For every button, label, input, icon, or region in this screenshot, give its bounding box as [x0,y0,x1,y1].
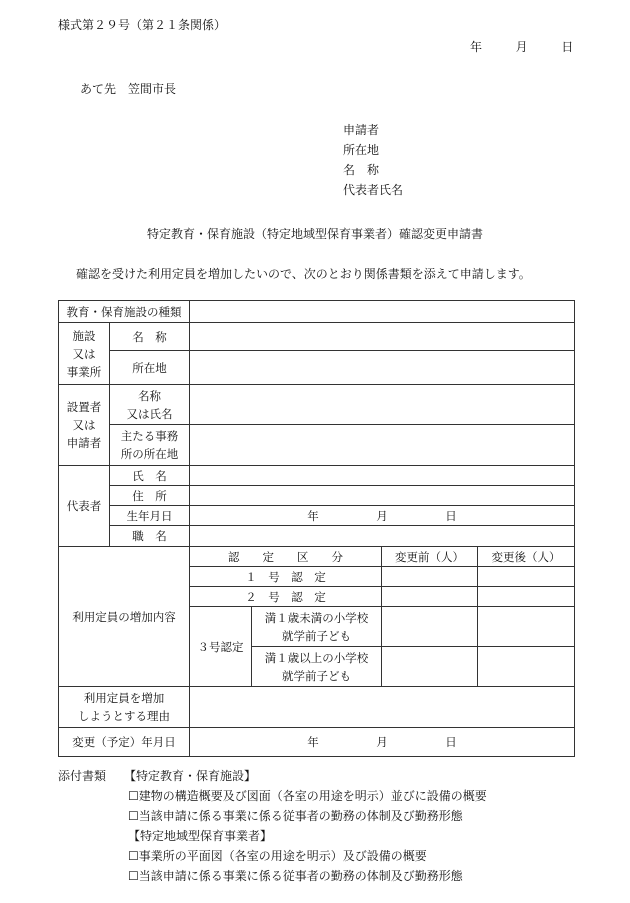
year-label: 年 [470,40,483,54]
rep-address-label: 住 所 [110,486,190,506]
attachments-heading [58,766,487,786]
attachments-section1-title: 【特定教育・保育施設】 [130,769,257,783]
cert1-before-field[interactable] [382,567,478,587]
addressee: あて先 笠間市長 [80,82,177,96]
cert3a-label: 満１歳未満の小学校 就学前子ども [252,607,382,647]
document-title: 特定教育・保育施設（特定地域型保育事業者）確認変更申請書 [146,227,483,241]
certification-header: 認 定 区 分 [190,547,382,567]
facility-name-field[interactable] [190,323,575,351]
founder-group-label: 設置者 又は 申請者 [59,385,110,466]
facility-type-label: 教育・保育施設の種類 [59,301,190,323]
form-number: 様式第２９号（第２１条関係） [58,18,227,32]
cert3b-label: 満１歳以上の小学校 就学前子ども [252,647,382,687]
intro-text: 確認を受けた利用定員を増加したいので、次のとおり関係書類を添えて申請します。 [76,267,531,281]
cert3b-before-field[interactable] [382,647,478,687]
attachment-item[interactable]: ☐事業所の平面図（各室の用途を明示）及び設備の概要 [128,849,427,863]
founder-name-label: 名称 又は氏名 [110,385,190,425]
change-date-field[interactable]: 年 月 日 [190,728,575,757]
facility-name-label: 名 称 [110,323,190,351]
rep-birth-label: 生年月日 [110,506,190,526]
rep-name-field[interactable] [190,466,575,486]
founder-office-label: 主たる事務 所の所在地 [110,425,190,466]
attachment-item[interactable]: ☐当該申請に係る事業に係る従事者の勤務の体制及び勤務形態 [128,809,463,823]
date-line [470,38,573,55]
founder-office-field[interactable] [190,425,575,466]
rep-title-field[interactable] [190,526,575,547]
representative-group-label: 代表者 [59,466,110,547]
cert2-after-field[interactable] [478,587,575,607]
before-header: 変更前（人） [382,547,478,567]
facility-address-field[interactable] [190,351,575,385]
cert1-after-field[interactable] [478,567,575,587]
facility-type-field[interactable] [190,301,575,323]
facility-address-label: 所在地 [110,351,190,385]
applicant-block [343,120,403,200]
rep-title-label: 職 名 [110,526,190,547]
capacity-group-label: 利用定員の増加内容 [59,547,190,687]
facility-group-label: 施設 又は 事業所 [59,323,110,385]
cert3a-before-field[interactable] [382,607,478,647]
attachments-section2-title: 【特定地域型保育事業者】 [128,829,273,843]
rep-birth-field[interactable]: 年 月 日 [190,506,575,526]
month-label: 月 [515,40,528,54]
day-label: 日 [561,40,574,54]
cert3a-after-field[interactable] [478,607,575,647]
attachment-item[interactable]: ☐当該申請に係る事業に係る従事者の勤務の体制及び勤務形態 [128,869,463,883]
cert3b-after-field[interactable] [478,647,575,687]
change-date-label: 変更（予定）年月日 [59,728,190,757]
applicant-name-label: 名 称 [343,163,380,177]
attachments-section [58,766,487,886]
reason-label: 利用定員を増加 しようとする理由 [59,687,190,728]
cert2-label: ２ 号 認 定 [190,587,382,607]
attachment-item[interactable]: ☐建物の構造概要及び図面（各室の用途を明示）並びに設備の概要 [128,789,487,803]
founder-name-field[interactable] [190,385,575,425]
cert3-label: ３号認定 [190,607,252,687]
applicant-address-label: 所在地 [343,143,380,157]
reason-field[interactable] [190,687,575,728]
applicant-label: 申請者 [343,123,380,137]
rep-name-label: 氏 名 [110,466,190,486]
after-header: 変更後（人） [478,547,575,567]
attachments-label: 添付書類 [58,769,107,783]
rep-address-field[interactable] [190,486,575,506]
application-form-table [58,300,575,757]
cert2-before-field[interactable] [382,587,478,607]
applicant-representative-label: 代表者氏名 [343,183,404,197]
cert1-label: １ 号 認 定 [190,567,382,587]
